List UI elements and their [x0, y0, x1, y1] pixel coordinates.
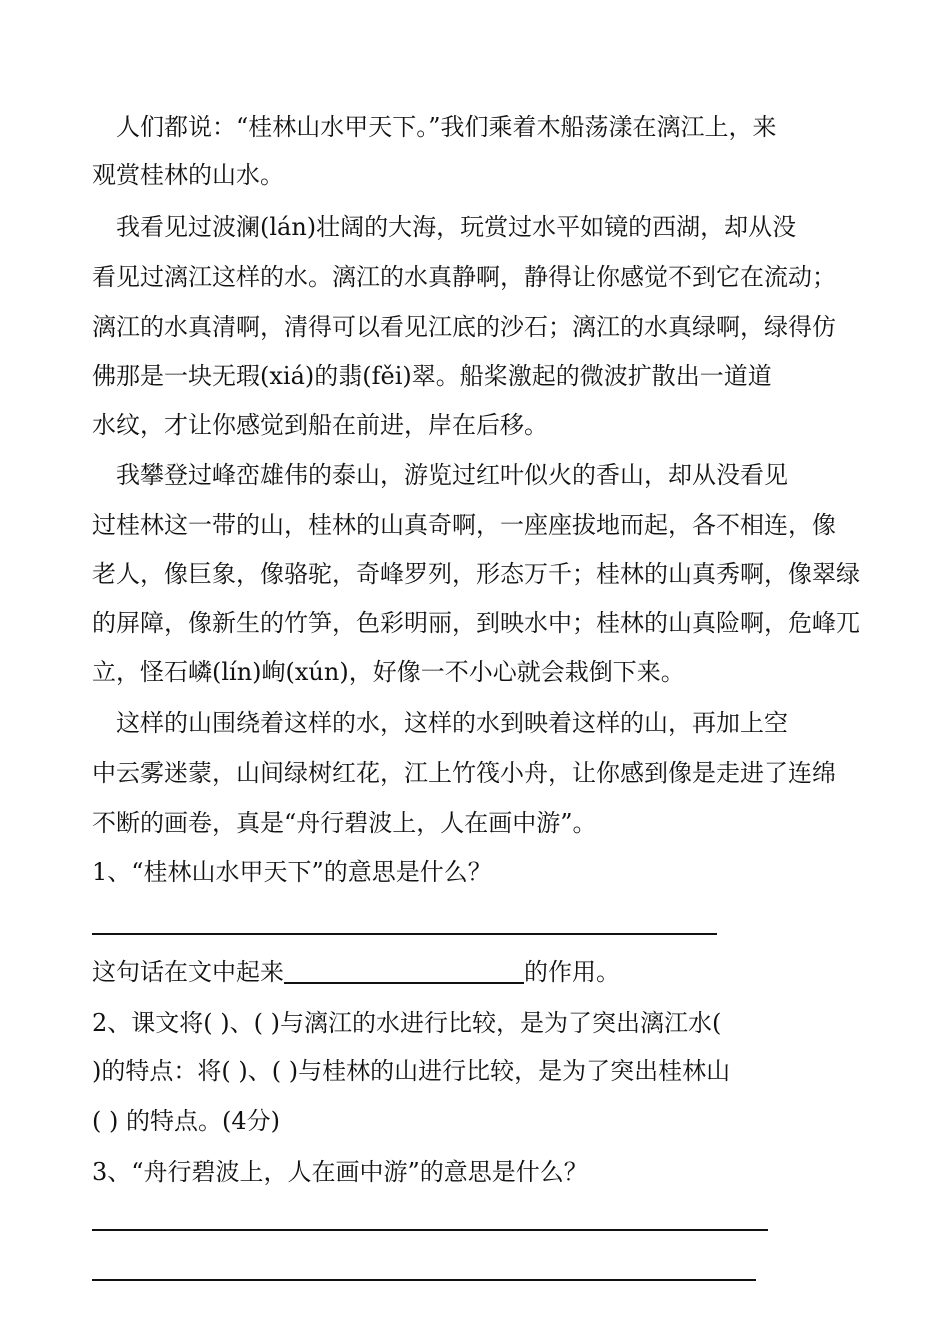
- passage-p3-line-5: 立，怪石嶙(lín)峋(xún)，好像一不小心就会栽倒下来。: [92, 658, 685, 686]
- passage-p3-line-3: 老人，像巨象，像骆驼，奇峰罗列，形态万千；桂林的山真秀啊，像翠绿: [92, 560, 860, 588]
- passage-p1-line-2: 观赏桂林的山水。: [92, 161, 284, 189]
- question-2-line-2: )的特点：将( )、( )与桂林的山进行比较，是为了突出桂林山: [92, 1057, 731, 1085]
- question-1b-suffix: 的作用。: [524, 958, 620, 986]
- passage-p3-line-1: 我攀登过峰峦雄伟的泰山，游览过红叶似火的香山，却从没看见: [92, 461, 788, 489]
- passage-p4-line-3: 不断的画卷，真是“舟行碧波上，人在画中游”。: [92, 809, 597, 837]
- passage-p3-line-2: 过桂林这一带的山，桂林的山真奇啊，一座座拔地而起，各不相连，像: [92, 511, 836, 539]
- passage-p4-line-2: 中云雾迷蒙，山间绿树红花，江上竹筏小舟，让你感到像是走进了连绵: [92, 759, 836, 787]
- passage-p2-line-5: 水纹，才让你感觉到船在前进，岸在后移。: [92, 411, 548, 439]
- answer-line-q3-1[interactable]: [92, 1229, 768, 1231]
- question-1: 1、“桂林山水甲天下”的意思是什么？: [92, 858, 492, 886]
- question-2-line-1: 2、课文将( )、( )与漓江的水进行比较，是为了突出漓江水(: [92, 1009, 722, 1037]
- question-2-line-3: ( ) 的特点。(4分): [92, 1107, 280, 1135]
- answer-blank-q1b[interactable]: [284, 962, 524, 984]
- passage-p2-line-4: 佛那是一块无瑕(xiá)的翡(fěi)翠。船桨激起的微波扩散出一道道: [92, 362, 772, 390]
- question-1b-prefix: 这句话在文中起来: [92, 958, 284, 986]
- passage-p2-line-2: 看见过漓江这样的水。漓江的水真静啊，静得让你感觉不到它在流动；: [92, 263, 836, 291]
- passage-p3-line-4: 的屏障，像新生的竹笋，色彩明丽，到映水中；桂林的山真险啊，危峰兀: [92, 609, 860, 637]
- question-3: 3、“舟行碧波上，人在画中游”的意思是什么？: [92, 1158, 588, 1186]
- passage-p2-line-1: 我看见过波澜(lán)壮阔的大海，玩赏过水平如镜的西湖，却从没: [92, 213, 797, 241]
- passage-p2-line-3: 漓江的水真清啊，清得可以看见江底的沙石；漓江的水真绿啊，绿得仿: [92, 313, 836, 341]
- answer-line-q1[interactable]: [92, 933, 717, 935]
- passage-p1-line-1: 人们都说：“桂林山水甲天下。”我们乘着木船荡漾在漓江上，来: [92, 113, 777, 141]
- answer-line-q3-2[interactable]: [92, 1279, 756, 1281]
- question-1b: [92, 957, 862, 987]
- passage-p4-line-1: 这样的山围绕着这样的水，这样的水到映着这样的山，再加上空: [92, 709, 788, 737]
